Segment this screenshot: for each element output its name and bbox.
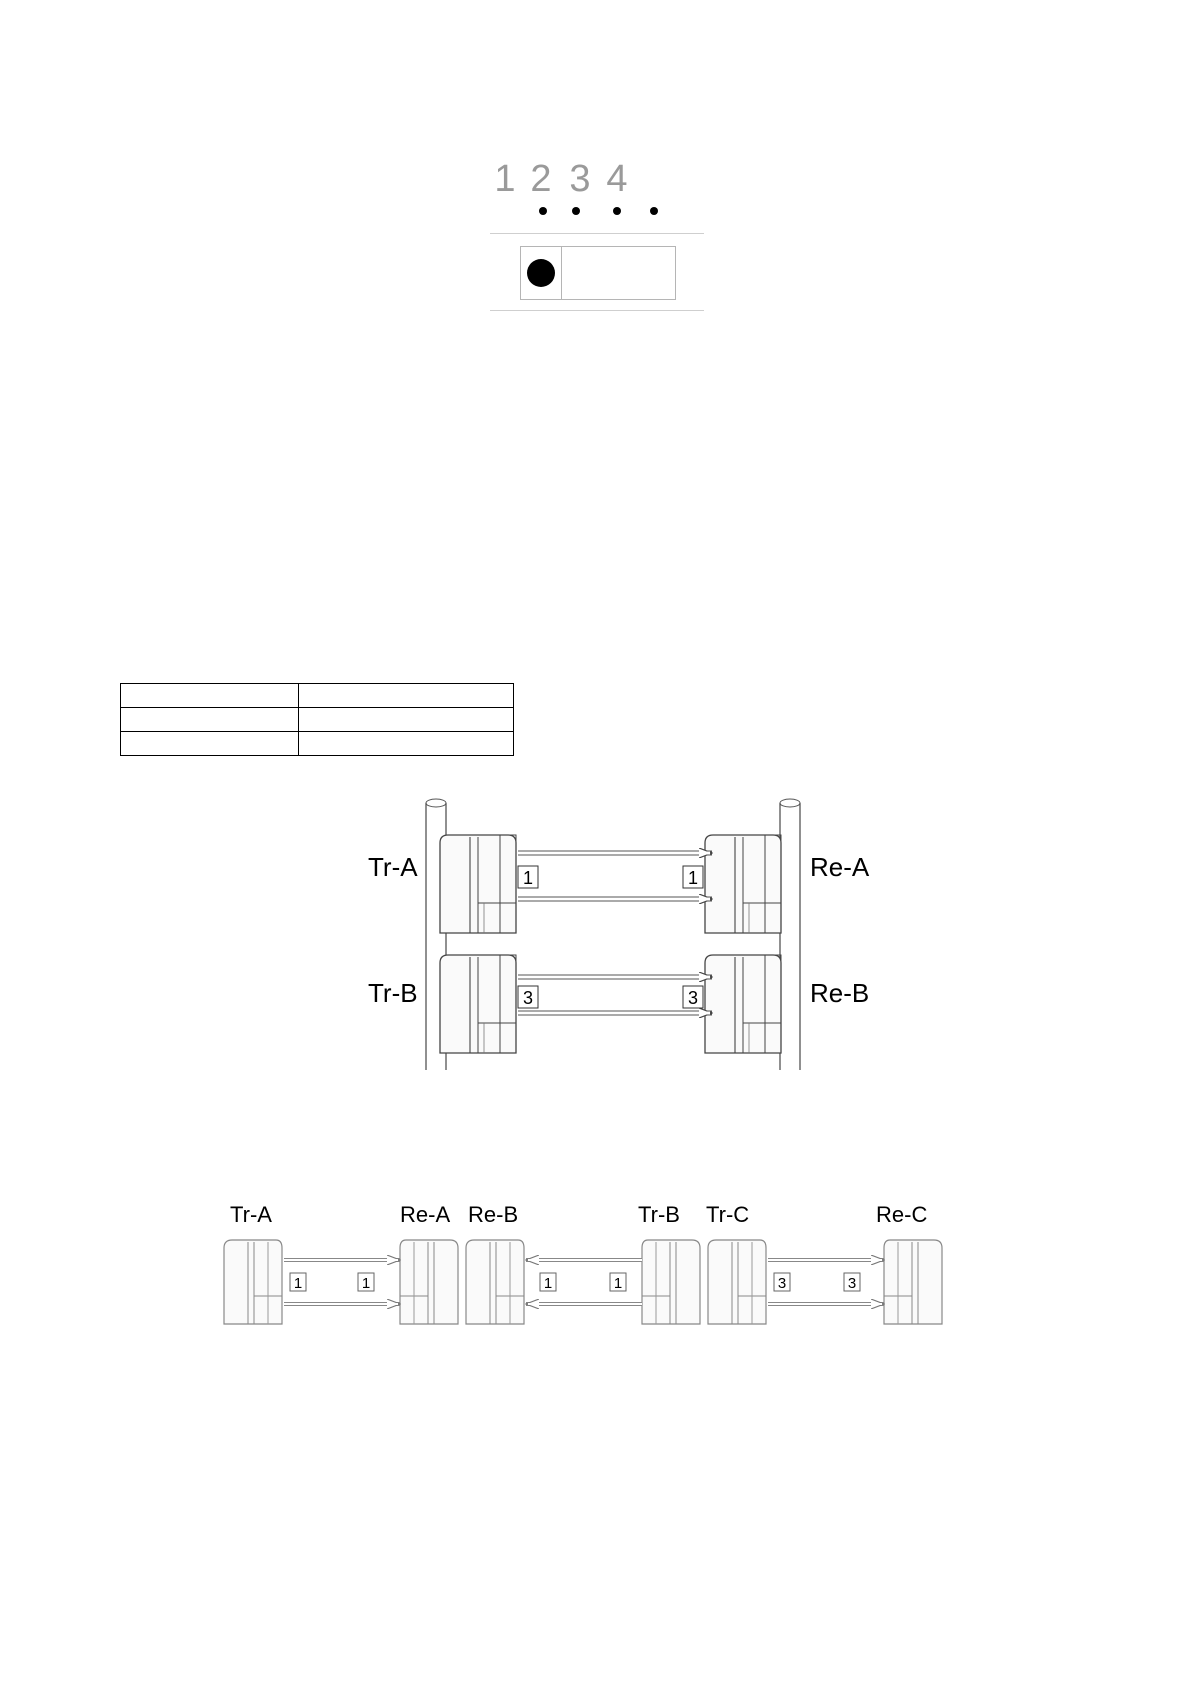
channel-badge: 3 bbox=[522, 988, 534, 1008]
table-cell bbox=[299, 684, 514, 708]
re-a-sensor bbox=[705, 835, 781, 933]
settings-table bbox=[120, 683, 514, 756]
tr-c-label: Tr-C bbox=[706, 1202, 750, 1227]
re-b-sensor bbox=[705, 955, 781, 1053]
dip-label-4: 4 bbox=[606, 158, 628, 200]
dip-knob-cell bbox=[521, 247, 562, 299]
dip-label-2: 2 bbox=[530, 158, 552, 200]
re-a-label: Re-A bbox=[810, 852, 870, 882]
channel-badge: 1 bbox=[522, 868, 534, 888]
re-b-label: Re-B bbox=[810, 978, 870, 1008]
table-cell bbox=[121, 684, 299, 708]
tr-b-sensor bbox=[440, 955, 516, 1053]
tr-b-label: Tr-B bbox=[638, 1202, 680, 1227]
channel-badge: 1 bbox=[613, 1275, 623, 1292]
table-cell bbox=[299, 708, 514, 732]
dip-dot-3 bbox=[613, 207, 621, 215]
dip-dot-1 bbox=[539, 207, 547, 215]
tr-a-sensor bbox=[224, 1240, 282, 1324]
channel-badge: 1 bbox=[293, 1275, 303, 1292]
table-row bbox=[121, 684, 514, 708]
channel-badge: 1 bbox=[361, 1275, 371, 1292]
table-cell bbox=[121, 708, 299, 732]
tr-a-sensor bbox=[440, 835, 516, 933]
dip-knob bbox=[527, 259, 555, 287]
dip-label-3: 3 bbox=[569, 158, 591, 200]
tr-a-label: Tr-A bbox=[368, 852, 418, 882]
re-a-sensor bbox=[400, 1240, 458, 1324]
re-b-sensor bbox=[466, 1240, 524, 1324]
channel-badge: 3 bbox=[777, 1275, 787, 1292]
inline-beam-diagram bbox=[220, 1200, 950, 1340]
channel-badge: 1 bbox=[687, 868, 699, 888]
stacked-beam-diagram bbox=[350, 795, 910, 1075]
tr-b-label: Tr-B bbox=[368, 978, 418, 1008]
dip-slot bbox=[520, 246, 676, 300]
re-a-label: Re-A bbox=[400, 1202, 451, 1227]
re-b-label: Re-B bbox=[468, 1202, 519, 1227]
re-c-sensor bbox=[884, 1240, 942, 1324]
tr-a-label: Tr-A bbox=[230, 1202, 272, 1227]
table-cell bbox=[299, 732, 514, 756]
dip-dot-4 bbox=[650, 207, 658, 215]
table-row bbox=[121, 708, 514, 732]
dip-dot-2 bbox=[572, 207, 580, 215]
table-cell bbox=[121, 732, 299, 756]
tr-c-sensor bbox=[708, 1240, 766, 1324]
dip-label-1: 1 bbox=[494, 158, 516, 200]
channel-badge: 1 bbox=[543, 1275, 553, 1292]
right-pole bbox=[780, 799, 800, 1070]
re-c-label: Re-C bbox=[876, 1202, 928, 1227]
dip-switch-figure bbox=[490, 160, 704, 310]
channel-badge: 3 bbox=[687, 988, 699, 1008]
channel-badge: 3 bbox=[847, 1275, 857, 1292]
tr-b-sensor bbox=[642, 1240, 700, 1324]
table-row bbox=[121, 732, 514, 756]
